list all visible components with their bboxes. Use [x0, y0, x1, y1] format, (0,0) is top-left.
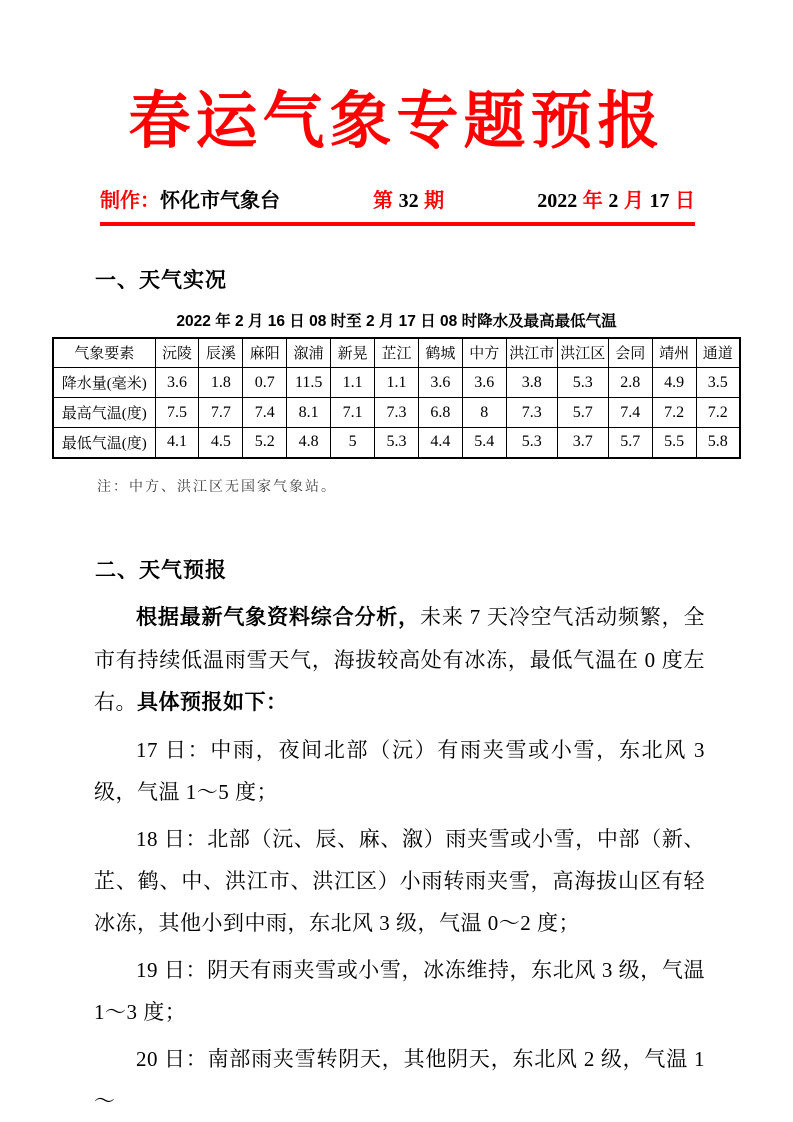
forecast-paragraph-day19: 19 日：阴天有雨夹雪或小雪，冰冻维持，东北风 3 级，气温 1～3 度；: [94, 957, 705, 1024]
table-cell: 3.7: [557, 428, 608, 458]
table-cell: 8.1: [287, 398, 331, 428]
forecast-paragraph-day20: 20 日：南部雨夹雪转阴天，其他阴天，东北风 2 级，气温 1～: [94, 1046, 705, 1113]
table-header-cell: 芷江: [375, 338, 419, 368]
table-note: 注：中方、洪江区无国家气象站。: [97, 479, 337, 495]
table-cell: 4.1: [155, 428, 199, 458]
table-cell: 1.1: [331, 368, 375, 398]
table-cell: 11.5: [287, 368, 331, 398]
table-cell: 5.7: [608, 428, 652, 458]
producer-name: 怀化市气象台: [160, 189, 280, 212]
table-cell: 3.6: [462, 368, 506, 398]
table-header-cell: 洪江市: [506, 338, 557, 368]
date-month: 2: [608, 189, 619, 212]
producer: [100, 184, 280, 213]
section-weather-forecast: [0, 554, 793, 1122]
forecast-intro-paragraph: [94, 596, 705, 724]
issue-number-value: 32: [398, 189, 419, 212]
table-header-cell: 中方: [462, 338, 506, 368]
table-header-cell: 新晃: [331, 338, 375, 368]
table-cell: 3.5: [696, 368, 740, 398]
section-2-heading: 二、天气预报: [95, 558, 227, 582]
issue-number: [373, 184, 444, 213]
row-label: 最高气温(度): [53, 398, 155, 428]
forecast-body: [94, 596, 705, 1122]
forecast-paragraph-day17: 17 日：中雨，夜间北部（沅）有雨夹雪或小雪，东北风 3 级，气温 1～5 度；: [94, 737, 705, 804]
table-header-cell: 洪江区: [557, 338, 608, 368]
intro-body-text: 未来 7 天冷空气活动频繁，全市有持续低温雨雪天气，海拔较高处有冰冻，最低气温在 0 度左右。: [94, 604, 705, 714]
table-cell: 7.4: [608, 398, 652, 428]
date-day: 17: [649, 189, 670, 212]
date-year-unit: 年: [582, 189, 603, 212]
weather-table-title: 2022 年 2 月 16 日 08 时至 2 月 17 日 08 时降水及最高最低气温: [176, 312, 617, 330]
table-cell: 8: [462, 398, 506, 428]
table-cell: 5.3: [506, 428, 557, 458]
date-month-unit: 月: [623, 189, 644, 212]
table-header-cell: 靖州: [652, 338, 696, 368]
issue-suffix: 期: [424, 189, 445, 212]
section-weather-actual: [0, 264, 793, 496]
table-header-cell: 气象要素: [53, 338, 155, 368]
table-header-cell: 麻阳: [243, 338, 287, 368]
table-cell: 4.8: [287, 428, 331, 458]
table-cell: 3.6: [155, 368, 199, 398]
masthead-info-line: [100, 184, 695, 226]
forecast-paragraph-day18: 18 日：北部（沅、辰、麻、溆）雨夹雪或小雪，中部（新、芷、鹤、中、洪江市、洪江区）小雨转雨夹雪，高海拔山区有轻冰冻，其他小到中雨，东北风 3 级，气温 0～2 度；: [94, 826, 705, 935]
table-cell: 5.7: [557, 398, 608, 428]
table-header-cell: 溆浦: [287, 338, 331, 368]
table-cell: 5.3: [375, 428, 419, 458]
table-header-cell: 会同: [608, 338, 652, 368]
table-cell: 1.8: [199, 368, 243, 398]
section-1-heading: 一、天气实况: [95, 268, 227, 292]
table-cell: 7.3: [375, 398, 419, 428]
table-cell: 4.9: [652, 368, 696, 398]
table-cell: 7.7: [199, 398, 243, 428]
table-header-cell: 鹤城: [418, 338, 462, 368]
table-cell: 3.8: [506, 368, 557, 398]
table-cell: 4.4: [418, 428, 462, 458]
table-cell: 5.3: [557, 368, 608, 398]
table-cell: 7.5: [155, 398, 199, 428]
table-row: [53, 368, 740, 398]
table-cell: 5.8: [696, 428, 740, 458]
table-cell: 7.1: [331, 398, 375, 428]
table-header-cell: 辰溪: [199, 338, 243, 368]
table-header-cell: 沅陵: [155, 338, 199, 368]
row-label: 最低气温(度): [53, 428, 155, 458]
row-label: 降水量(毫米): [53, 368, 155, 398]
producer-label: 制作：: [100, 189, 160, 212]
page-title: 春运气象专题预报: [128, 88, 665, 156]
table-header-cell: 通道: [696, 338, 740, 368]
table-cell: 7.2: [652, 398, 696, 428]
date-day-unit: 日: [675, 189, 695, 212]
table-cell: 5: [331, 428, 375, 458]
table-cell: 4.5: [199, 428, 243, 458]
weather-table: [52, 337, 741, 459]
date-year: 2022: [537, 189, 578, 212]
table-cell: 2.8: [608, 368, 652, 398]
table-row: [53, 398, 740, 428]
table-cell: 7.4: [243, 398, 287, 428]
table-cell: 7.3: [506, 398, 557, 428]
issue-date: [537, 184, 695, 213]
table-cell: 1.1: [375, 368, 419, 398]
table-cell: 3.6: [418, 368, 462, 398]
table-cell: 7.2: [696, 398, 740, 428]
table-cell: 5.4: [462, 428, 506, 458]
table-cell: 5.2: [243, 428, 287, 458]
table-header-row: [53, 338, 740, 368]
intro-bold-lead: 根据最新气象资料综合分析，: [136, 605, 420, 629]
table-cell: 0.7: [243, 368, 287, 398]
table-row: [53, 428, 740, 458]
issue-prefix: 第: [373, 189, 394, 212]
table-cell: 5.5: [652, 428, 696, 458]
table-cell: 6.8: [418, 398, 462, 428]
intro-bold-tail: 具体预报如下：: [137, 690, 288, 714]
